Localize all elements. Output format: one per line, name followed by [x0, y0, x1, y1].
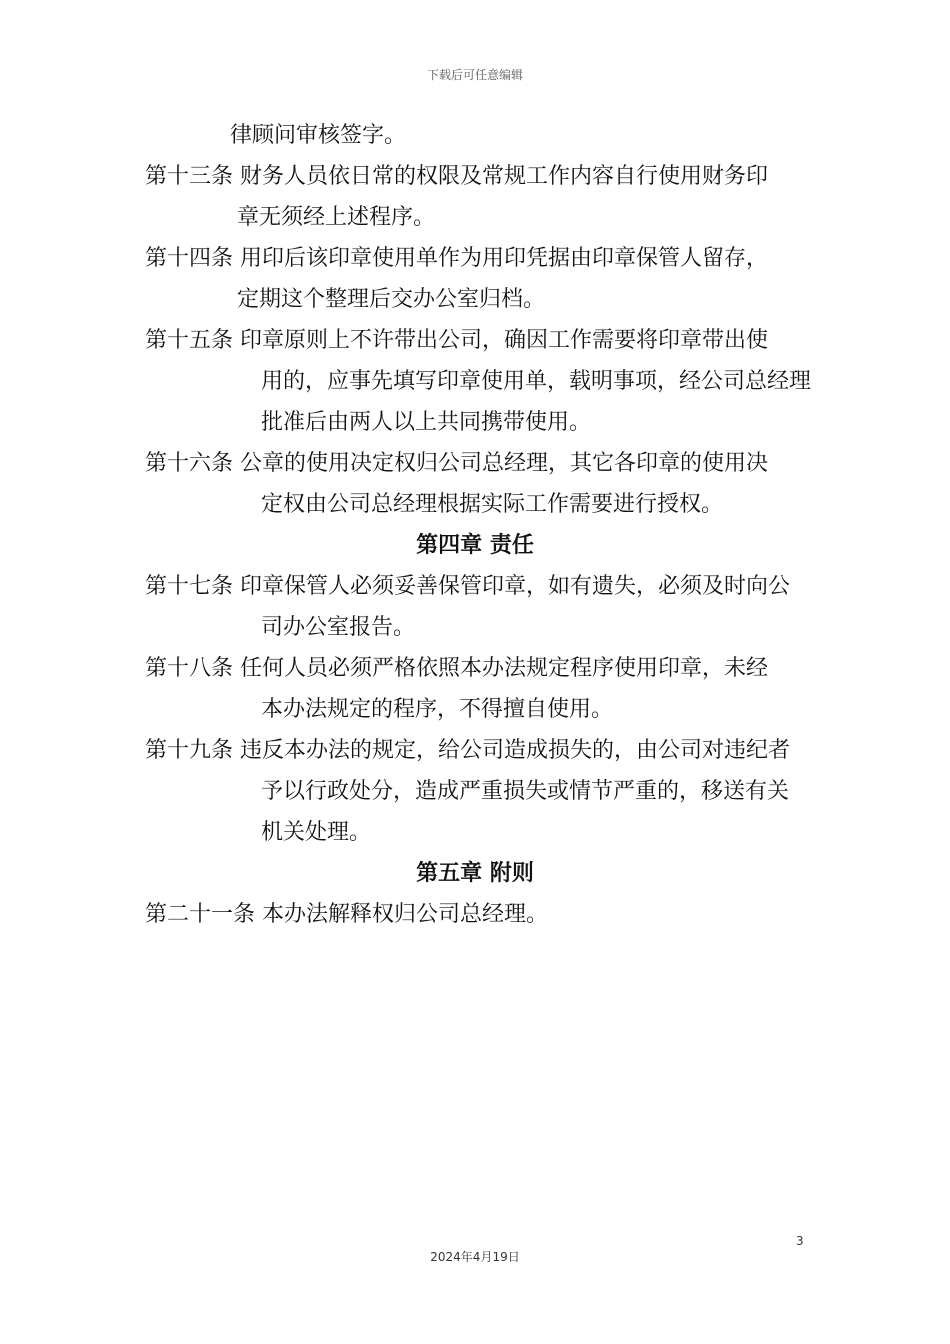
page-number: 3	[796, 1234, 804, 1248]
chapter-4-heading: 第四章 责任	[416, 532, 534, 558]
footer-date: 2024年4月19日	[430, 1250, 520, 1264]
article-17: 第十七条 印章保管人必须妥善保管印章，如有遗失，必须及时向公	[145, 574, 790, 599]
text-line: 机关处理。	[261, 820, 372, 845]
document-body	[145, 115, 815, 935]
article-21: 第二十一条 本办法解释权归公司总经理。	[145, 902, 548, 927]
text-line: 律顾问审核签字。	[230, 123, 407, 148]
text-line: 司办公室报告。	[261, 615, 416, 640]
text-line: 本办法规定的程序，不得擅自使用。	[261, 697, 614, 722]
article-15: 第十五条 印章原则上不许带出公司，确因工作需要将印章带出使	[145, 328, 768, 353]
text-line: 用的，应事先填写印章使用单，载明事项，经公司总经理	[261, 369, 812, 394]
chapter-5-heading: 第五章 附则	[416, 860, 534, 886]
article-16: 第十六条 公章的使用决定权归公司总经理，其它各印章的使用决	[145, 451, 768, 476]
text-line: 定期这个整理后交办公室归档。	[237, 287, 546, 312]
text-line: 章无须经上述程序。	[237, 205, 436, 230]
text-line: 予以行政处分，造成严重损失或情节严重的，移送有关	[261, 779, 790, 804]
article-19: 第十九条 违反本办法的规定，给公司造成损失的，由公司对违纪者	[145, 738, 790, 763]
article-18: 第十八条 任何人员必须严格依照本办法规定程序使用印章，未经	[145, 656, 768, 681]
text-line: 定权由公司总经理根据实际工作需要进行授权。	[261, 492, 724, 517]
text-line: 批准后由两人以上共同携带使用。	[261, 410, 592, 435]
article-14: 第十四条 用印后该印章使用单作为用印凭据由印章保管人留存，	[145, 246, 768, 271]
article-13: 第十三条 财务人员依日常的权限及常规工作内容自行使用财务印	[145, 164, 768, 189]
page-header: 下载后可任意编辑	[426, 68, 523, 82]
